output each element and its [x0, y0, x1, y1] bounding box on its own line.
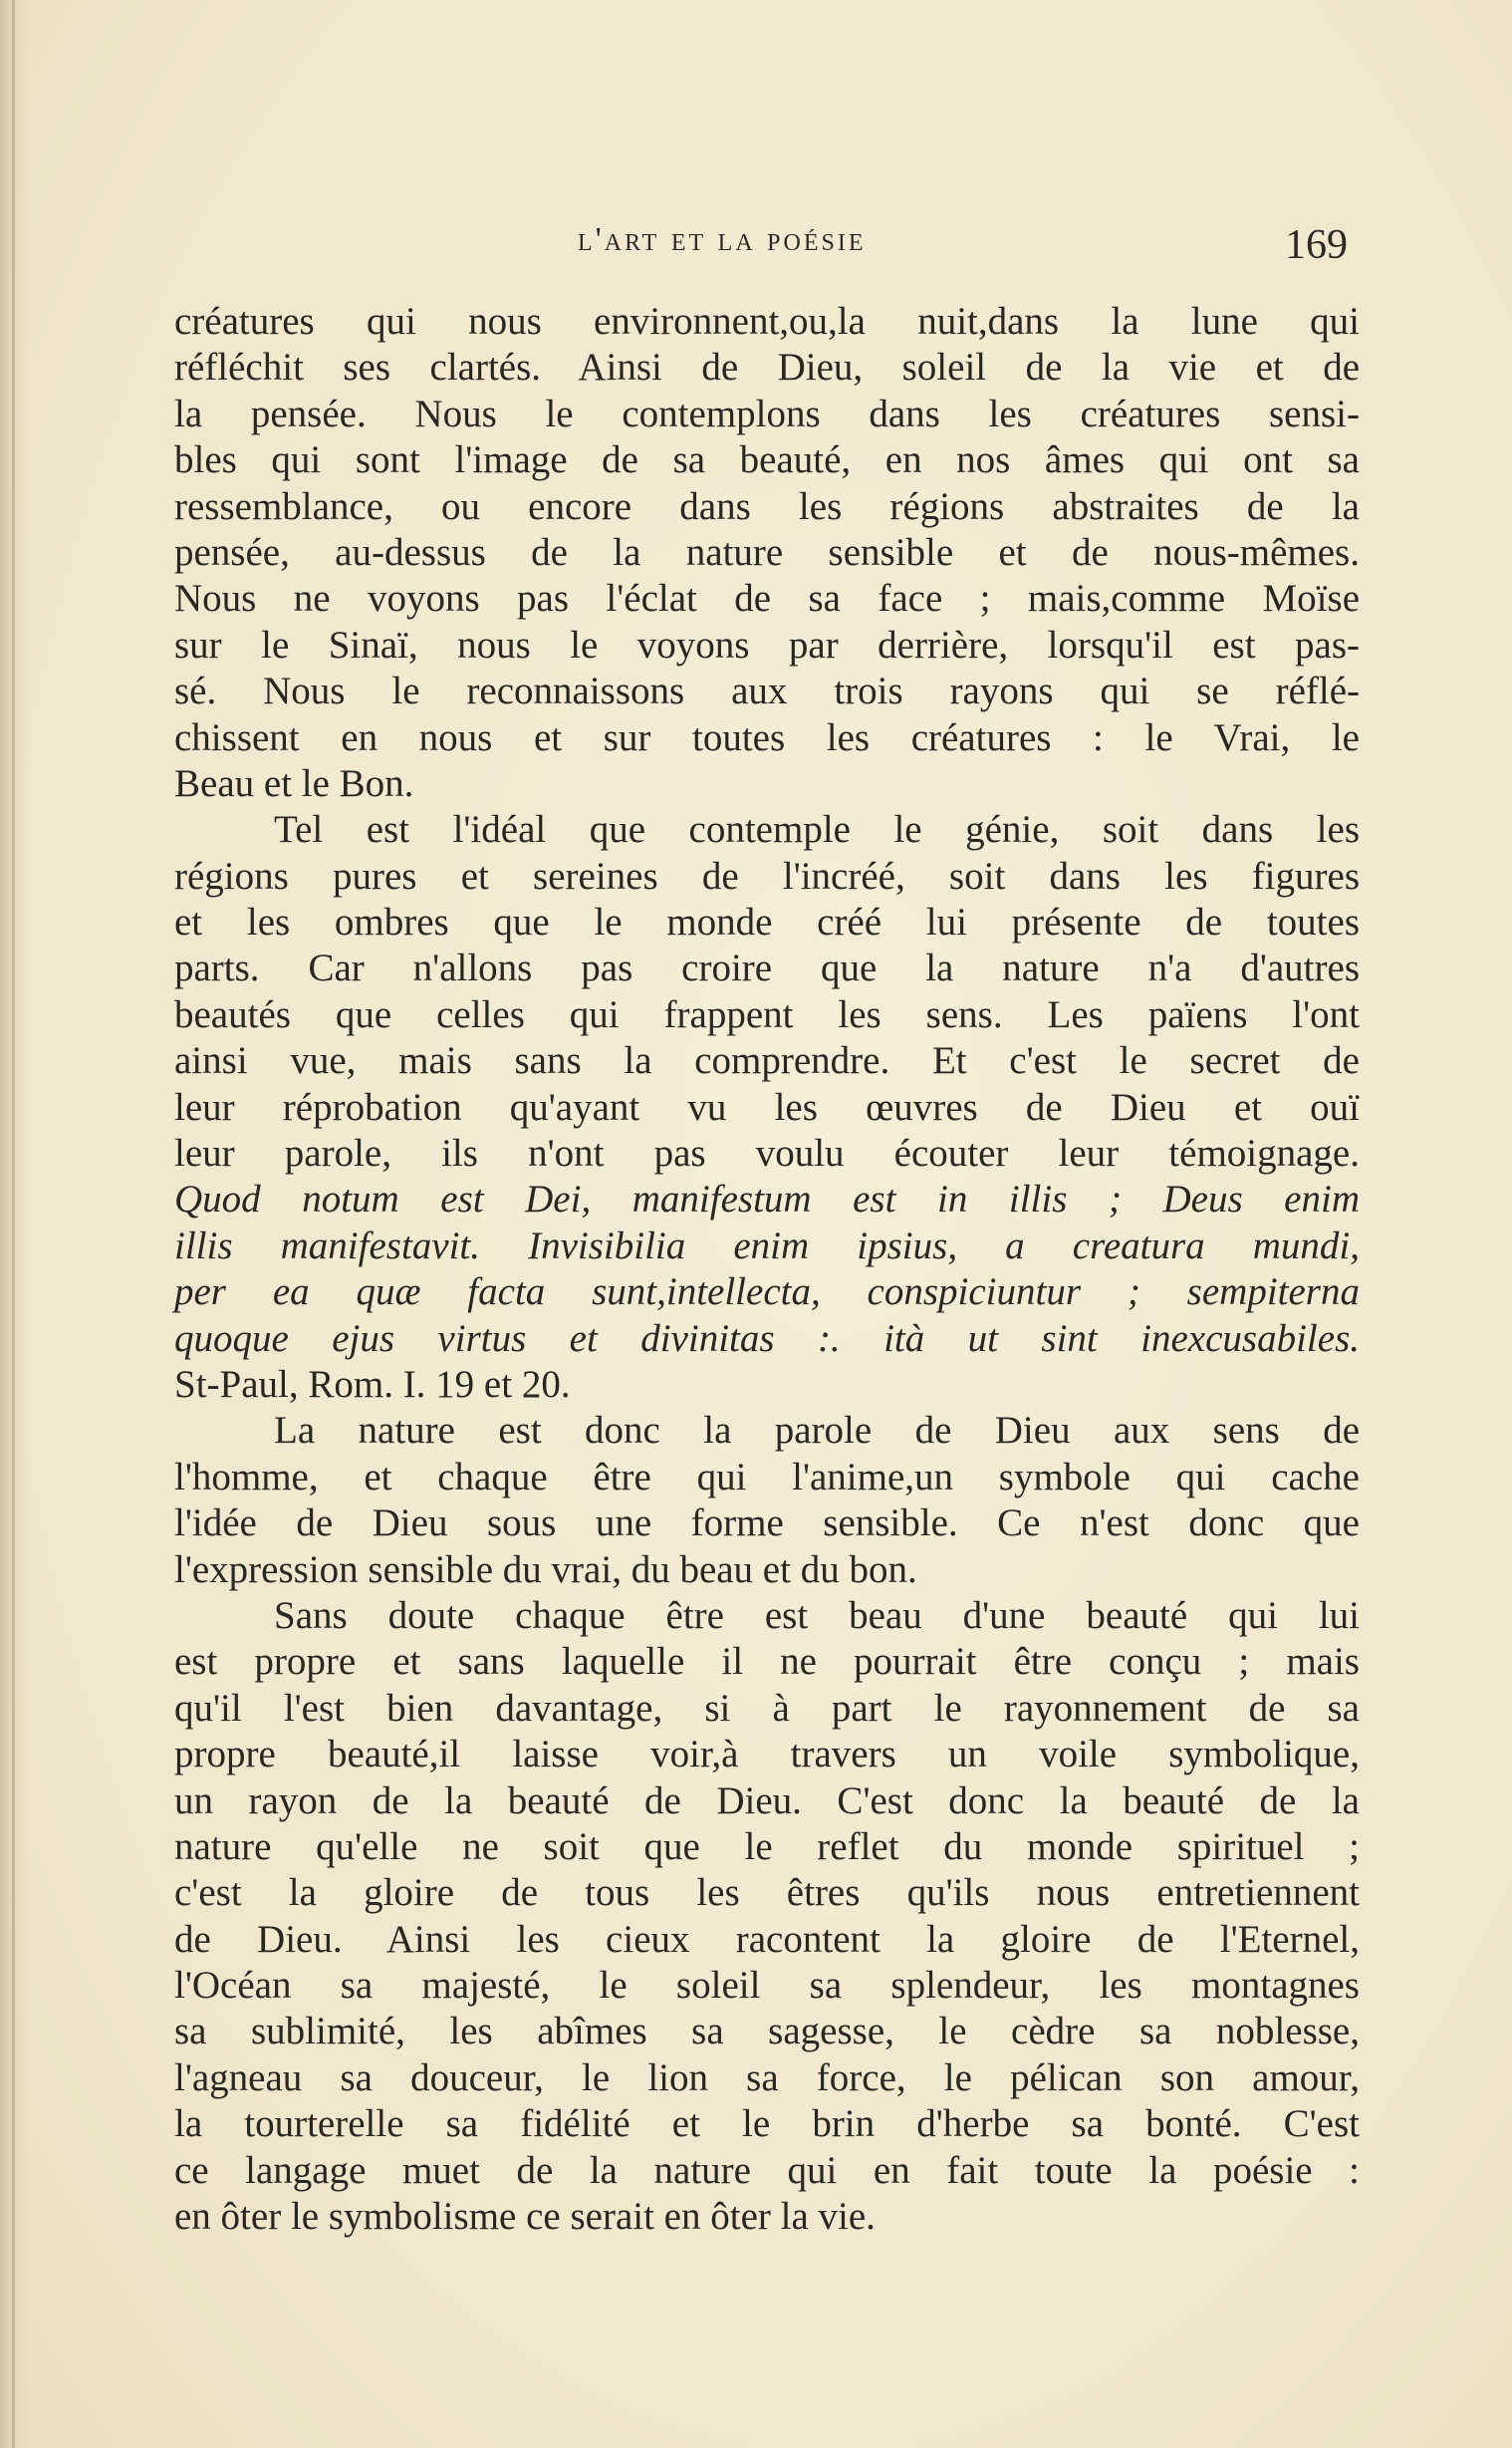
text-line: chissent en nous et sur toutes les créatures : le Vrai, le: [174, 715, 1360, 759]
text-line: nature qu'elle ne soit que le reflet du monde spirituel ;: [174, 1824, 1360, 1868]
text-line: sur le Sinaï, nous le voyons par derrière, lorsqu'il est pas-: [174, 623, 1360, 667]
text-line: réfléchit ses clartés. Ainsi de Dieu, soleil de la vie et de: [174, 346, 1360, 390]
text-line: ainsi vue, mais sans la comprendre. Et c'est le secret de: [174, 1039, 1360, 1083]
body-text: [174, 299, 1360, 2240]
text-line: leur réprobation qu'ayant vu les œuvres de Dieu et ouï: [174, 1085, 1360, 1129]
page-number: 169: [1285, 222, 1348, 268]
text-line: la pensée. Nous le contemplons dans les créatures sensi-: [174, 392, 1360, 435]
text-line: l'homme, et chaque être qui l'anime,un symbole qui cache: [174, 1455, 1360, 1498]
text-line: propre beauté,il laisse voir,à travers un voile symbolique,: [174, 1733, 1360, 1776]
text-line: ce langage muet de la nature qui en fait toute la poésie :: [174, 2148, 1360, 2192]
text-line: parts. Car n'allons pas croire que la nature n'a d'autres: [174, 947, 1360, 990]
text-line: qu'il l'est bien davantage, si à part le rayonnement de sa: [174, 1686, 1360, 1730]
text-line: en ôter le symbolisme ce serait en ôter la vie.: [174, 2195, 876, 2239]
text-line: et les ombres que le monde créé lui présente de toutes: [174, 901, 1360, 945]
text-line: Nous ne voyons pas l'éclat de sa face ; mais,comme Moïse: [174, 577, 1360, 621]
running-title: l'art et la poésie: [578, 221, 867, 258]
text-line: beautés que celles qui frappent les sens. Les païens l'ont: [174, 992, 1360, 1036]
text-line: pensée, au-dessus de la nature sensible et de nous-mêmes.: [174, 530, 1360, 574]
text-line: créatures qui nous environnent,ou,la nuit,dans la lune qui: [174, 300, 1360, 343]
text-line: Sans doute chaque être est beau d'une beauté qui lui: [274, 1593, 1360, 1637]
latin-quote-line: per ea quæ facta sunt,intellecta, conspiciuntur ; sempiterna: [174, 1270, 1360, 1314]
latin-quote-line: quoque ejus virtus et divinitas :. ità ut sint inexcusabiles.: [174, 1316, 1360, 1360]
text-line: la tourterelle sa fidélité et le brin d'herbe sa bonté. C'est: [174, 2102, 1360, 2146]
text-line: La nature est donc la parole de Dieu aux sens de: [274, 1409, 1360, 1453]
text-line: Beau et le Bon.: [174, 761, 414, 805]
text-line: c'est la gloire de tous les êtres qu'ils nous entretiennent: [174, 1871, 1360, 1915]
text-line: régions pures et sereines de l'incréé, soit dans les figures: [174, 854, 1360, 898]
text-line: bles qui sont l'image de sa beauté, en nos âmes qui ont sa: [174, 438, 1360, 482]
text-line: ressemblance, ou encore dans les régions abstraites de la: [174, 484, 1360, 528]
text-line: un rayon de la beauté de Dieu. C'est donc la beauté de la: [174, 1778, 1360, 1822]
citation-line: St-Paul, Rom. I. 19 et 20.: [174, 1362, 571, 1406]
text-line: leur parole, ils n'ont pas voulu écouter leur témoignage.: [174, 1132, 1360, 1176]
text-line: de Dieu. Ainsi les cieux racontent la gloire de l'Eternel,: [174, 1917, 1360, 1961]
latin-quote-line: illis manifestavit. Invisibilia enim ipsius, a creatura mundi,: [174, 1224, 1360, 1267]
binding-edge: [12, 0, 15, 2448]
text-line: l'expression sensible du vrai, du beau et du bon.: [174, 1547, 917, 1591]
text-line: l'idée de Dieu sous une forme sensible. Ce n'est donc que: [174, 1501, 1360, 1545]
binding-gutter: [0, 0, 30, 2448]
text-line: Tel est l'idéal que contemple le génie, soit dans les: [274, 808, 1360, 852]
text-line: l'agneau sa douceur, le lion sa force, le pélican son amour,: [174, 2055, 1360, 2099]
latin-quote-line: Quod notum est Dei, manifestum est in illis ; Deus enim: [174, 1178, 1360, 1222]
text-line: sé. Nous le reconnaissons aux trois rayons qui se réflé-: [174, 670, 1360, 713]
text-line: est propre et sans laquelle il ne pourrait être conçu ; mais: [174, 1640, 1360, 1684]
text-line: l'Océan sa majesté, le soleil sa splendeur, les montagnes: [174, 1964, 1360, 2008]
text-line: sa sublimité, les abîmes sa sagesse, le cèdre sa noblesse,: [174, 2010, 1360, 2053]
